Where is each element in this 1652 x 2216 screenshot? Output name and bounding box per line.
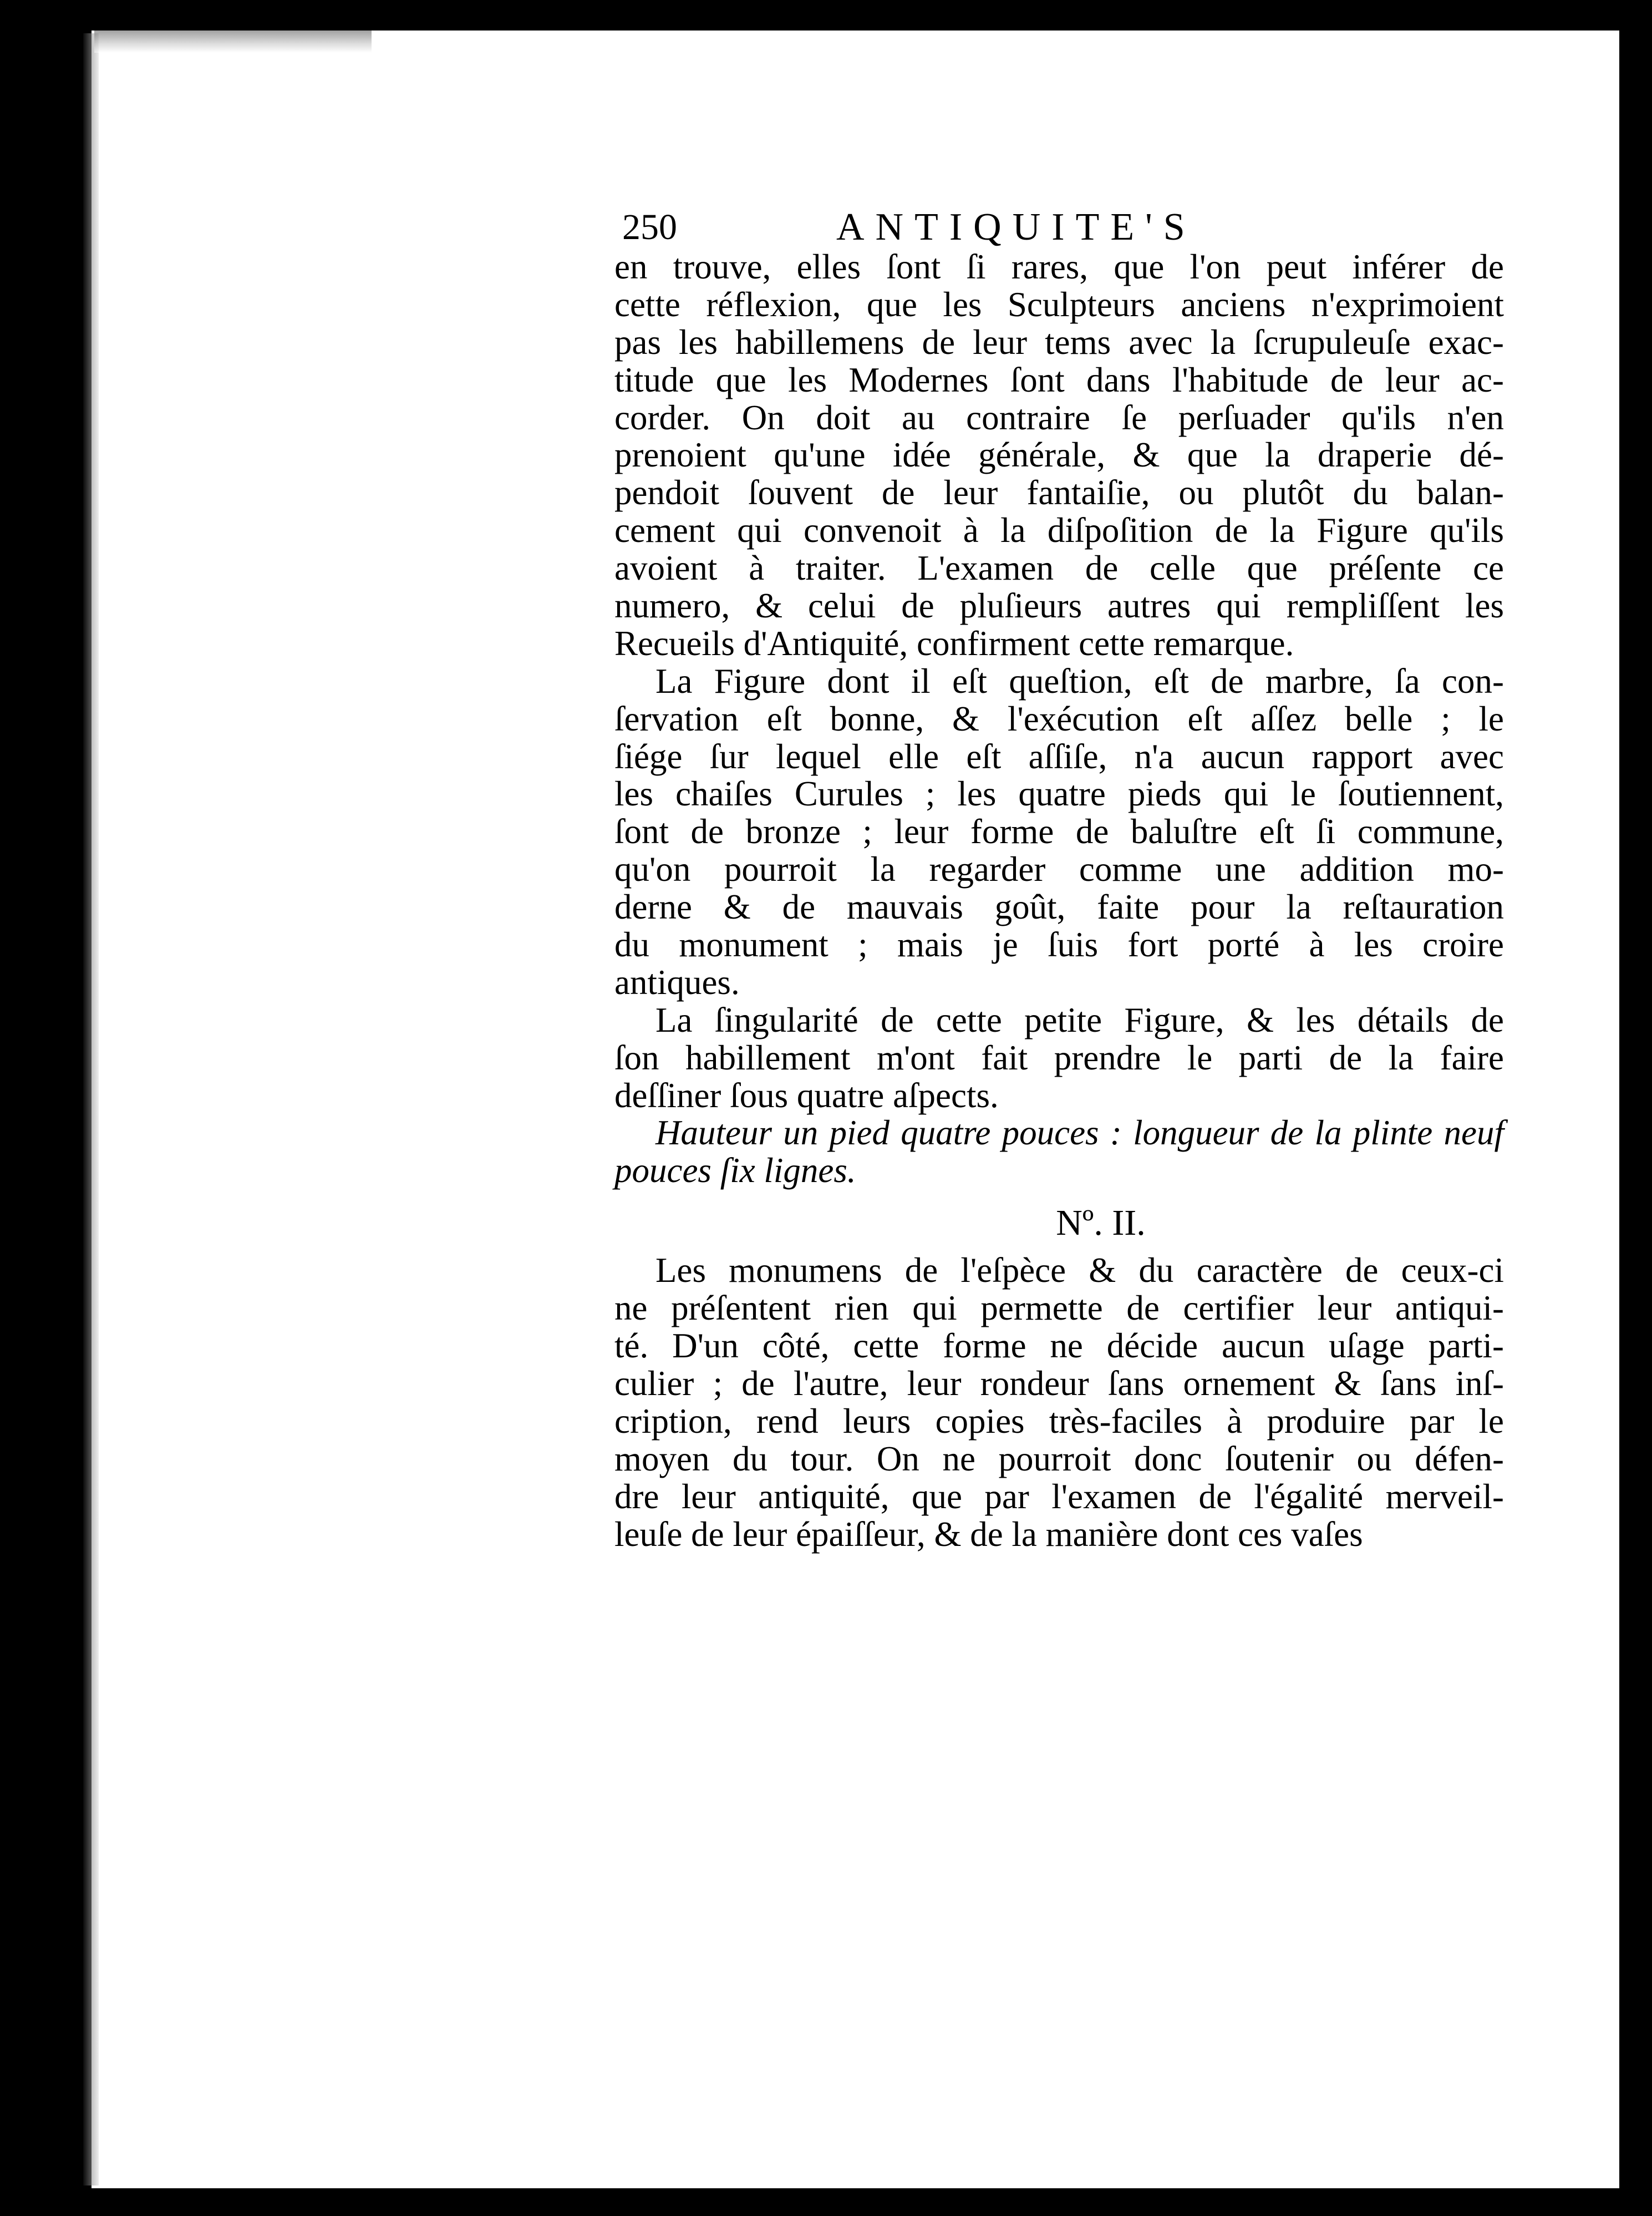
text-line: cement qui convenoit à la diſpoſition de la Figure qu'ils — [614, 511, 1504, 550]
section-heading: Nº. II. — [1056, 1203, 1146, 1244]
text-line: Recueils d'Antiquité, confirment cette remarque. — [614, 623, 1294, 663]
text-line: moyen du tour. On ne pourroit donc ſoutenir ou défen- — [614, 1439, 1504, 1478]
text-line: les chaiſes Curules ; les quatre pieds qui le ſoutiennent, — [614, 774, 1504, 814]
text-line: corder. On doit au contraire ſe perſuader qu'ils n'en — [614, 398, 1504, 437]
text-line: La ſingularité de cette petite Figure, & les détails de — [655, 1000, 1504, 1039]
text-line: ſont de bronze ; leur forme de baluſtre eſt ſi commune, — [614, 812, 1504, 851]
text-line: numero, & celui de pluſieurs autres qui rempliſſent les — [614, 586, 1504, 626]
running-head — [614, 206, 1504, 249]
text-line: té. D'un côté, cette forme ne décide aucun uſage parti- — [614, 1326, 1504, 1366]
text-line: ſiége ſur lequel elle eſt aſſiſe, n'a aucun rapport avec — [614, 737, 1504, 776]
text-line: pas les habillemens de leur tems avec la ſcrupuleuſe exac- — [614, 322, 1504, 362]
text-line: titude que les Modernes ſont dans l'habitude de leur ac- — [614, 360, 1504, 399]
text-line: avoient à traiter. L'examen de celle que préſente ce — [614, 549, 1504, 588]
text-line: ne préſentent rien qui permette de certifier leur antiqui- — [614, 1289, 1504, 1328]
text-line: La Figure dont il eſt queſtion, eſt de marbre, ſa con- — [655, 661, 1504, 701]
paragraph — [614, 1252, 1504, 1553]
text-line: dre leur antiquité, que par l'examen de l'égalité merveil- — [614, 1477, 1504, 1516]
scan-left-edge-shadow — [83, 33, 99, 2185]
text-line: antiques. — [614, 962, 740, 1002]
text-line: deſſiner ſous quatre aſpects. — [614, 1076, 999, 1115]
text-line: Hauteur un pied quatre pouces : longueur de la plinte neuf — [655, 1113, 1504, 1153]
paragraph — [614, 663, 1504, 1002]
text-line: du monument ; mais je ſuis fort porté à les croire — [614, 925, 1504, 965]
section-body-text — [614, 1252, 1504, 1553]
body-text — [614, 249, 1504, 1190]
text-line: ſervation eſt bonne, & l'exécution eſt aſſez belle ; le — [614, 699, 1504, 738]
text-line: Les monumens de l'eſpèce & du caractère de ceux-ci — [655, 1251, 1504, 1290]
paragraph — [614, 1002, 1504, 1115]
text-line: pouces ſix lignes. — [614, 1151, 856, 1190]
text-line: culier ; de l'autre, leur rondeur ſans ornement & ſans inſ- — [614, 1363, 1504, 1403]
text-line: cription, rend leurs copies très-faciles à produire par le — [614, 1401, 1504, 1441]
paragraph — [614, 249, 1504, 663]
text-line: ſon habillement m'ont fait prendre le parti de la faire — [614, 1038, 1504, 1077]
scan-top-edge-shadow — [94, 31, 372, 53]
text-line: prenoient qu'une idée générale, & que la draperie dé- — [614, 435, 1504, 475]
text-line: qu'on pourroit la regarder comme une addition mo- — [614, 850, 1504, 889]
running-title: ANTIQUITE'S — [836, 206, 1196, 249]
page-number: 250 — [622, 207, 677, 247]
paragraph — [614, 1114, 1504, 1190]
text-block — [614, 206, 1504, 1553]
text-line: en trouve, elles ſont ſi rares, que l'on peut inférer de — [614, 247, 1504, 286]
text-line: pendoit ſouvent de leur fantaiſie, ou plutôt du balan- — [614, 473, 1504, 513]
text-line: leuſe de leur épaiſſeur, & de la manière dont ces vaſes — [614, 1514, 1363, 1554]
text-line: derne & de mauvais goût, faite pour la reſtauration — [614, 888, 1504, 927]
text-line: cette réflexion, que les Sculpteurs anciens n'exprimoient — [614, 285, 1504, 324]
